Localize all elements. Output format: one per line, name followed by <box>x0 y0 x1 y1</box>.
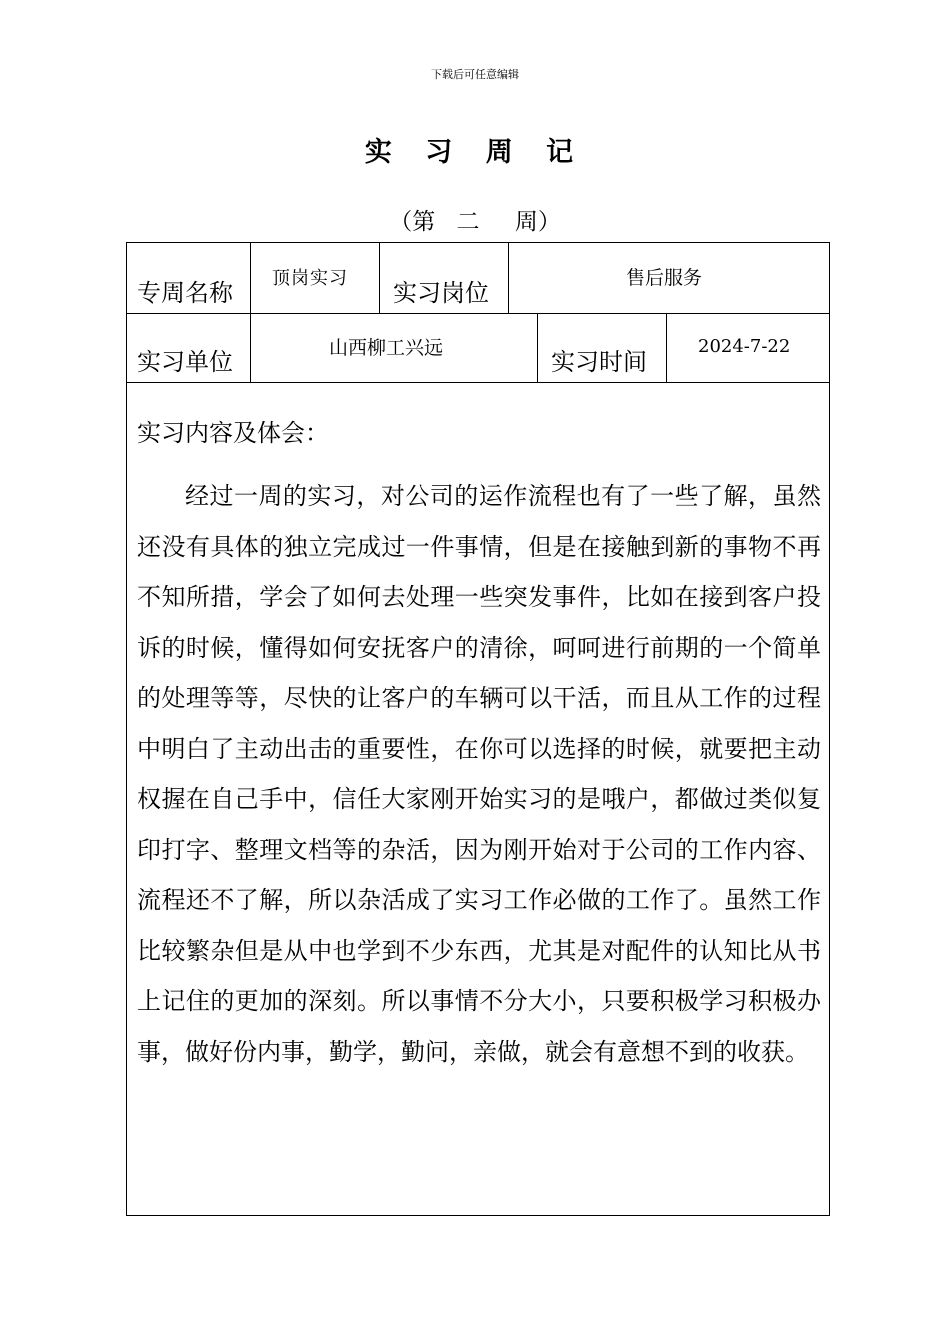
col-divider <box>666 313 667 382</box>
week-close: 周） <box>514 209 561 235</box>
time-label: 实习时间 <box>551 348 647 376</box>
col-divider <box>250 243 251 313</box>
position-value: 售后服务 <box>626 267 703 289</box>
week-label <box>0 203 950 236</box>
position-label: 实习岗位 <box>393 279 489 307</box>
unit-label: 实习单位 <box>137 348 233 376</box>
unit-value: 山西柳工兴远 <box>329 337 444 359</box>
week-number: 二 <box>456 209 480 235</box>
page-title: 实 习 周 记 <box>364 137 586 168</box>
journal-table <box>126 242 830 1216</box>
content-heading: 实习内容及体会： <box>137 419 329 447</box>
time-value: 2024-7-22 <box>698 336 791 357</box>
content-body: 经过一周的实习，对公司的运作流程也有了一些了解，虽然还没有具体的独立完成过一件事情，但是在接触到新的事物不再不知所措，学会了如何去处理一些突发事件，比如在接到客户投诉的时候，懂得如何安抚客户的清徐，呵呵进行前期的一个简单的处理等等，尽快的让客户的车辆可以干活，而且从工作的过程中明白了主动出击的重要性，在你可以选择的时候，就要把主动权握在自己手中，信任大家刚开始实习的是哦户，都做过类似复印打字、整理文档等的杂活，因为刚开始对于公司的工作内容、流程还不了解，所以杂活成了实习工作必做的工作了。虽然工作比较繁杂但是从中也学到不少东西，尤其是对配件的认知比从书上记住的更加的深刻。所以事情不分大小，只要积极学习积极办事，做好份内事，勤学，勤问，亲做，就会有意想不到的收获。 <box>137 482 821 1066</box>
col-divider <box>379 243 380 313</box>
col-divider <box>250 313 251 382</box>
header-note: 下载后可任意编辑 <box>431 68 519 81</box>
week-open: （第 <box>389 209 436 235</box>
row-divider-2 <box>127 382 829 383</box>
topic-label: 专周名称 <box>137 279 233 307</box>
topic-value: 顶岗实习 <box>272 268 348 289</box>
col-divider <box>537 313 538 382</box>
row-divider-1 <box>127 313 829 314</box>
col-divider <box>508 243 509 313</box>
